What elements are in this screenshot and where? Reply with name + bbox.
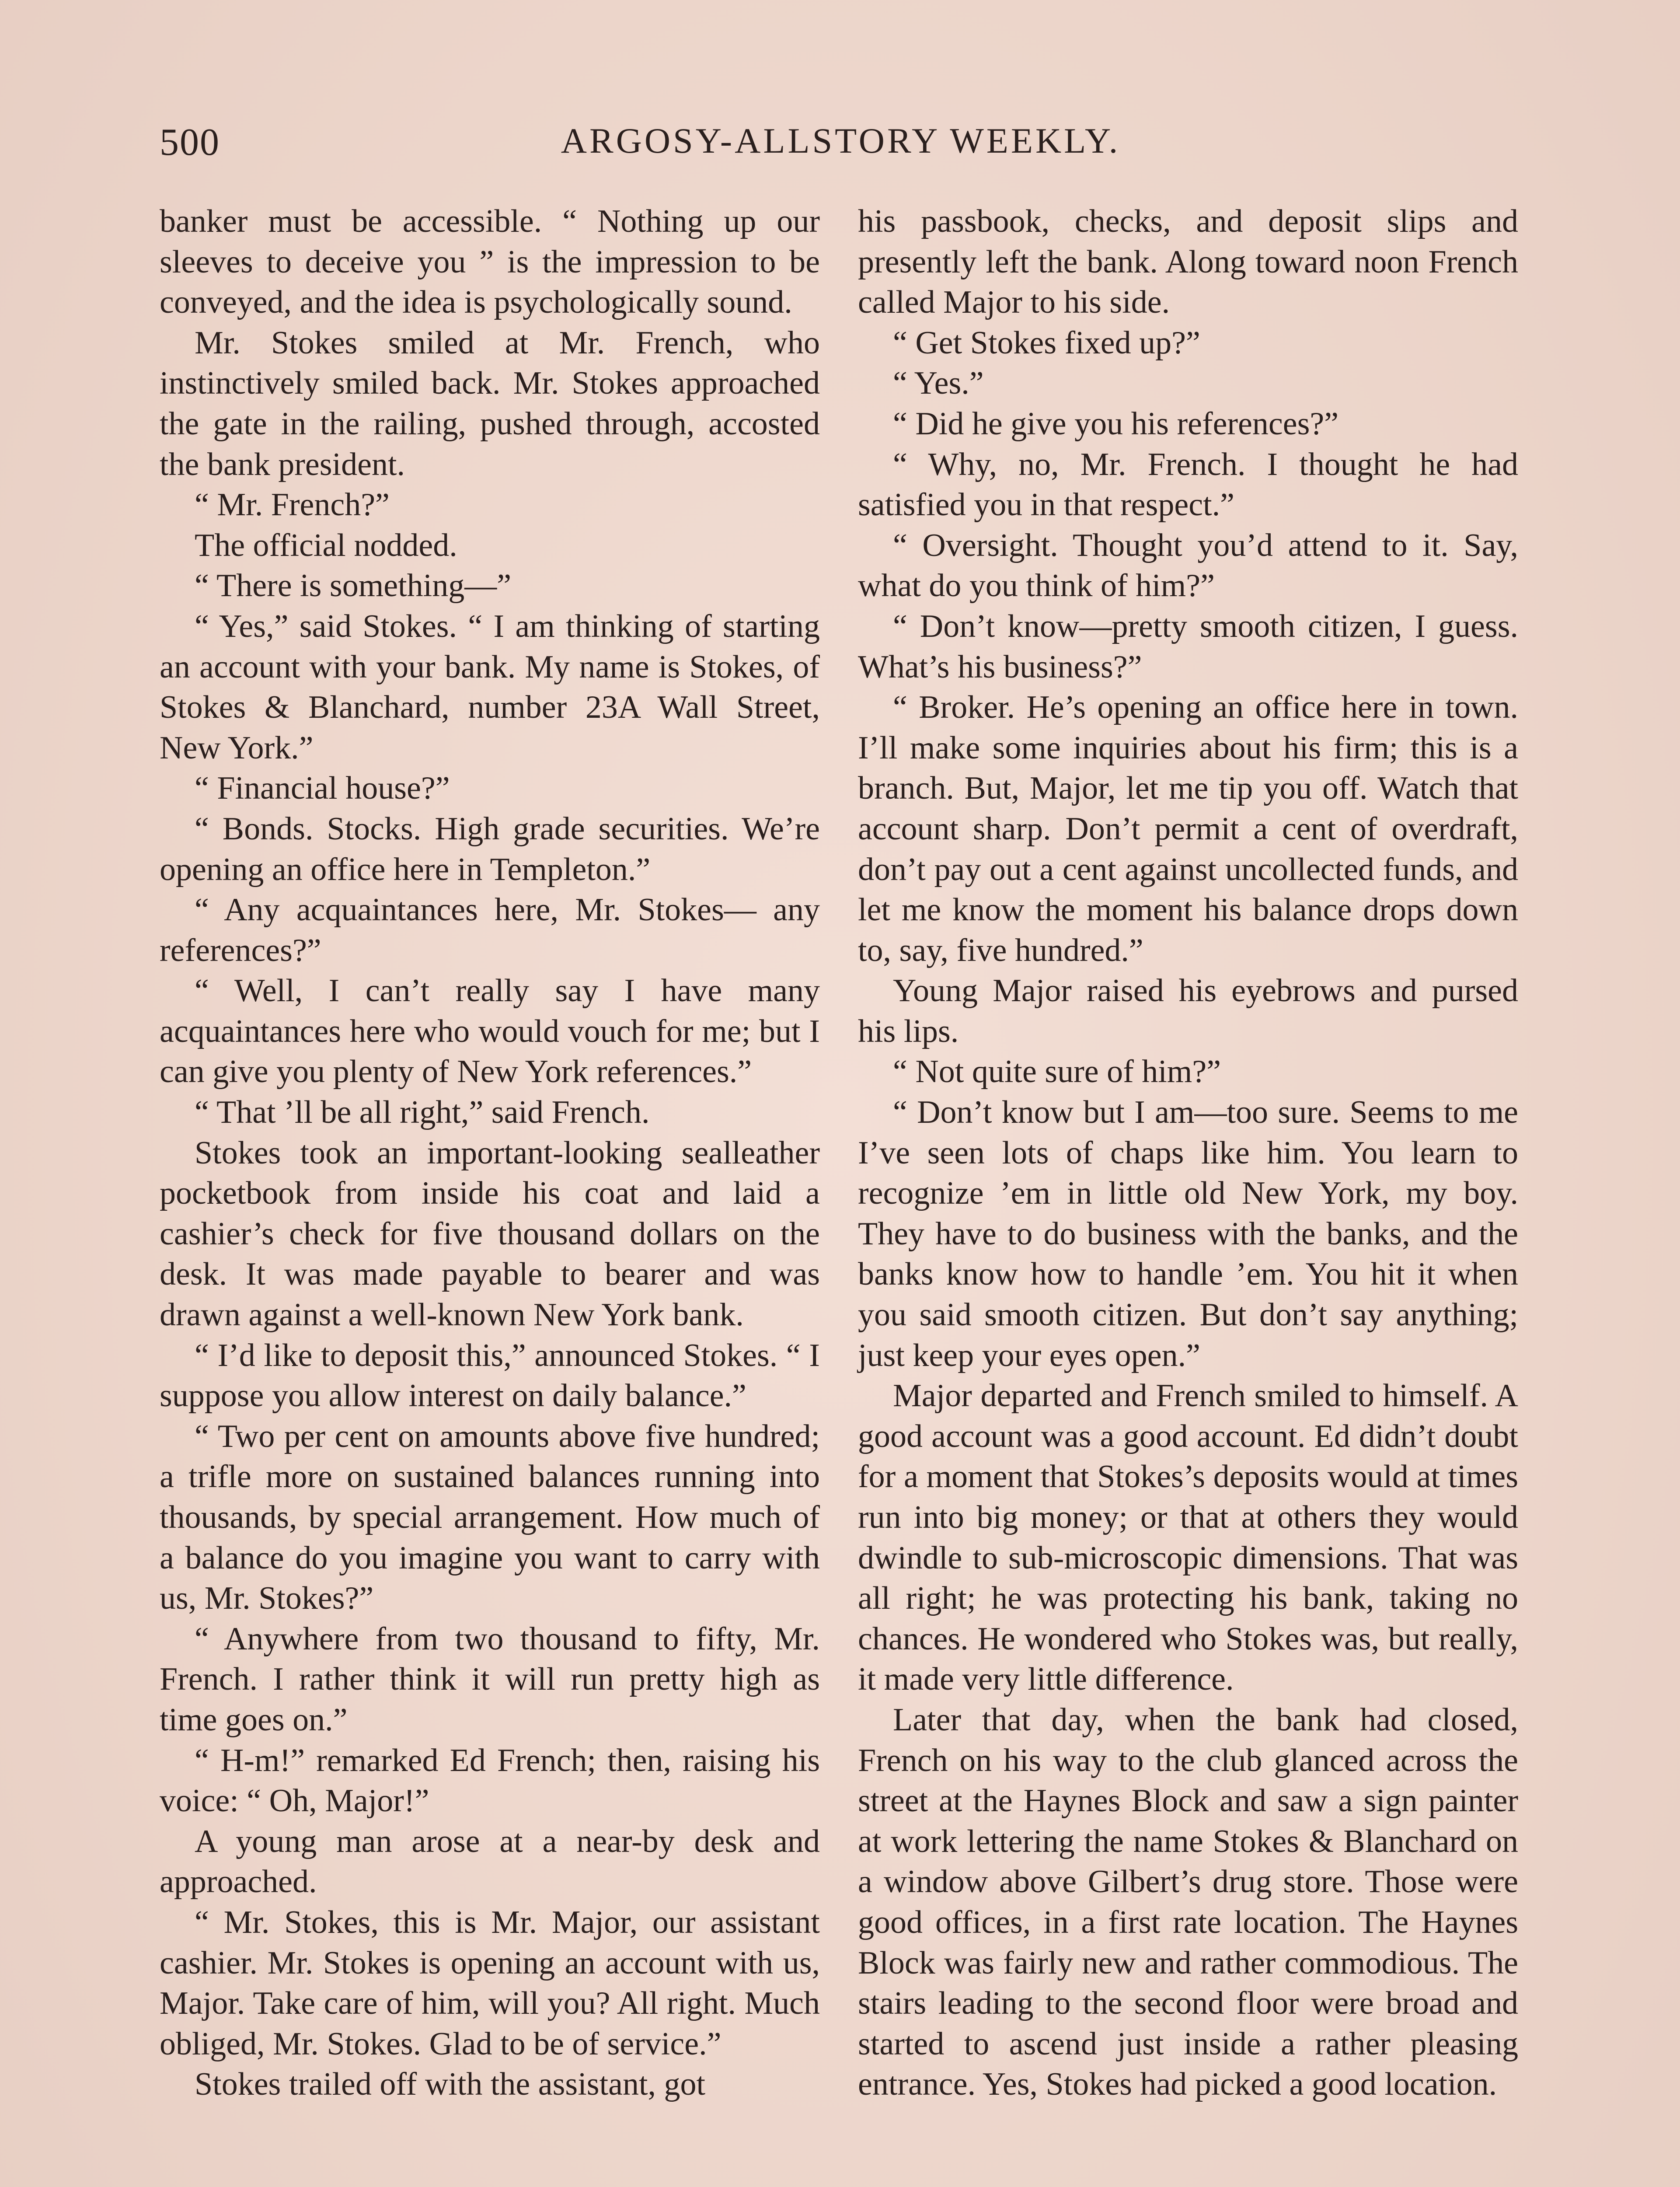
right-column: [858, 201, 1518, 2105]
paragraph: “ That ’ll be all right,” said French.: [195, 1094, 650, 1131]
paragraph: Major departed and French smiled to himself. A good account was a good account. Ed didn’t doubt for a moment that Stokes’s deposits would at times run into big money; or that at others they would dwindle to sub-microscopic dimensions. That was all right; he was protecting his bank, taking no chances. He wondered who Stokes was, but really, it made very little difference.: [858, 1378, 1518, 1698]
paragraph: “ Not quite sure of him?”: [893, 1054, 1221, 1090]
paragraph: “ Two per cent on amounts above five hundred; a trifle more on sustained balances running into thousands, by special arrangement. How much of a balance do you imagine you want to carry with us, Mr. Stokes?”: [160, 1418, 820, 1617]
paragraph: “ Get Stokes fixed up?”: [893, 325, 1200, 361]
paragraph: A young man arose at a near-by desk and approached.: [160, 1823, 820, 1900]
paragraph: “ Anywhere from two thousand to fifty, Mr. French. I rather think it will run pretty high as time goes on.”: [160, 1621, 820, 1738]
paragraph: “ Well, I can’t really say I have many acquaintances here who would vouch for me; but I can give you plenty of New York references.”: [160, 973, 820, 1090]
paragraph: “ Yes.”: [893, 365, 984, 402]
paragraph: “ There is something—”: [195, 568, 512, 604]
paragraph: “ Bonds. Stocks. High grade securities. We’re opening an office here in Templeton.”: [160, 811, 820, 887]
paragraph: “ I’d like to deposit this,” announced Stokes. “ I suppose you allow interest on daily balance.”: [160, 1337, 820, 1414]
paragraph: his passbook, checks, and deposit slips and presently left the bank. Along toward noon French called Major to his side.: [858, 203, 1518, 321]
paragraph: “ Yes,” said Stokes. “ I am thinking of starting an account with your bank. My name is Stokes, of Stokes & Blanchard, number 23A Wall Street, New York.”: [160, 608, 820, 766]
paragraph: Stokes took an important-looking sealleather pocketbook from inside his coat and laid a cashier’s check for five thousand dollars on the desk. It was made payable to bearer and was drawn against a well-known New York bank.: [160, 1135, 820, 1333]
paragraph: “ Don’t know but I am—too sure. Seems to me I’ve seen lots of chaps like him. You learn to recognize ’em in little old New York, my boy. They have to do business with the banks, and the banks know how to handle ’em. You hit it when you said smooth citizen. But don’t say anything; just keep your eyes open.”: [858, 1094, 1518, 1373]
paragraph: The official nodded.: [195, 527, 457, 563]
page-header: [160, 120, 1522, 182]
paragraph: Stokes trailed off with the assistant, got: [195, 2066, 706, 2103]
left-column: [160, 201, 820, 2105]
paragraph: banker must be accessible. “ Nothing up our sleeves to deceive you ” is the impression to be conveyed, and the idea is psychologically sound.: [160, 203, 820, 321]
paragraph: Mr. Stokes smiled at Mr. French, who instinctively smiled back. Mr. Stokes approached the gate in the railing, pushed through, accosted the bank president.: [160, 325, 820, 482]
paragraph: “ H-m!” remarked Ed French; then, raising his voice: “ Oh, Major!”: [160, 1742, 820, 1819]
paragraph: Young Major raised his eyebrows and pursed his lips.: [858, 973, 1518, 1049]
paragraph: “ Any acquaintances here, Mr. Stokes— any references?”: [160, 892, 820, 968]
paragraph: “ Oversight. Thought you’d attend to it. Say, what do you think of him?”: [858, 527, 1518, 604]
paragraph: “ Broker. He’s opening an office here in town. I’ll make some inquiries about his firm; this is a branch. But, Major, let me tip you off. Watch that account sharp. Don’t permit a cent of overdraft, don’t pay out a cent against uncollected funds, and let me know the moment his balance drops down to, say, five hundred.”: [858, 689, 1518, 968]
running-head: ARGOSY-ALLSTORY WEEKLY.: [561, 121, 1121, 161]
paragraph: “ Did he give you his references?”: [893, 405, 1339, 442]
paragraph: Later that day, when the bank had closed, French on his way to the club glanced across the street at the Haynes Block and saw a sign painter at work lettering the name Stokes & Blanchard on a window above Gilbert’s drug store. Those were good offices, in a first rate location. The Haynes Block was fairly new and rather commodious. The stairs leading to the second floor were broad and started to ascend just inside a rather pleasing entrance. Yes, Stokes had picked a good location.: [858, 1701, 1518, 2103]
page-number: 500: [160, 121, 220, 164]
paragraph: “ Financial house?”: [195, 770, 450, 807]
paragraph: “ Mr. French?”: [195, 487, 390, 523]
paragraph: “ Why, no, Mr. French. I thought he had satisfied you in that respect.”: [858, 446, 1518, 523]
paragraph: “ Don’t know—pretty smooth citizen, I guess. What’s his business?”: [858, 608, 1518, 685]
paragraph: “ Mr. Stokes, this is Mr. Major, our assistant cashier. Mr. Stokes is opening an account with us, Major. Take care of him, will you? All right. Much obliged, Mr. Stokes. Glad to be of service.”: [160, 1904, 820, 2062]
